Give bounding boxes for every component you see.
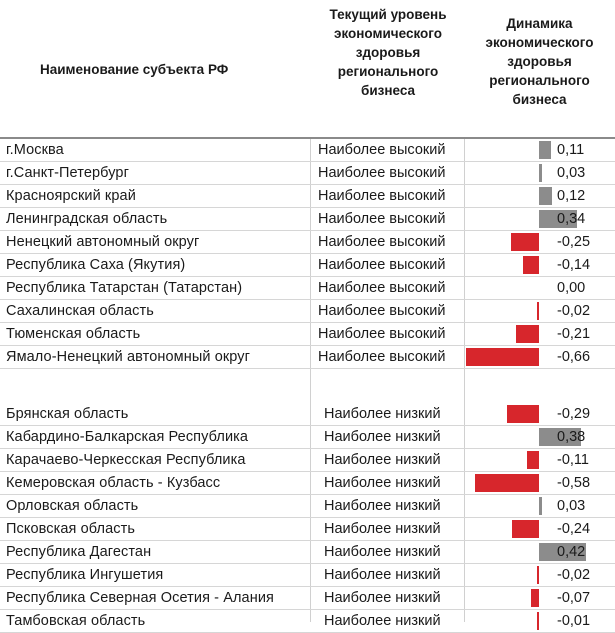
dynamics-bar [537,566,539,584]
level-value: Наиболее низкий [324,452,441,468]
level-value: Наиболее низкий [324,544,441,560]
dynamics-bar [512,520,539,538]
dynamics-bar [537,302,539,320]
level-value: Наиболее высокий [318,165,446,181]
table-row [0,185,615,208]
table-row [0,231,615,254]
table-row [0,495,615,518]
dynamics-bar [507,405,539,423]
region-name: Псковская область [6,521,136,537]
dynamics-bar [539,141,551,159]
table-row [0,449,615,472]
dynamics-value-label: 0,38 [557,429,586,445]
region-name: Карачаево-Черкесская Республика [6,452,246,468]
region-name: Тамбовская область [6,613,146,629]
header-region-name: Наименование субъекта РФ [40,62,229,77]
dynamics-bar [523,256,539,274]
dynamics-bar [516,325,539,343]
level-value: Наиболее высокий [318,257,446,273]
region-name: Республика Татарстан (Татарстан) [6,280,243,296]
region-name: Республика Саха (Якутия) [6,257,186,273]
dynamics-value-label: 0,12 [557,188,586,204]
dynamics-value-label: -0,02 [557,567,591,583]
header-dynamics: Динамика экономического здоровья регионального бизнеса [485,16,594,107]
table-row [0,139,615,162]
table-row [0,541,615,564]
region-name: Орловская область [6,498,139,514]
dynamics-value-label: -0,29 [557,406,591,422]
table-row [0,472,615,495]
dynamics-value-label: -0,66 [557,349,591,365]
dynamics-value-label: 0,11 [557,142,585,158]
dynamics-value-label: -0,58 [557,475,591,491]
dynamics-bar [539,187,552,205]
table-row [0,403,615,426]
table-row [0,518,615,541]
dynamics-bar [475,474,539,492]
dynamics-value-label: -0,02 [557,303,591,319]
region-name: г.Москва [6,142,64,158]
dynamics-bar [531,589,539,607]
level-value: Наиболее низкий [324,406,441,422]
dynamics-value-label: -0,25 [557,234,591,250]
table-row [0,300,615,323]
dynamics-bar [539,164,542,182]
dynamics-value-label: 0,03 [557,498,586,514]
dynamics-value-label: 0,03 [557,165,586,181]
header-current-level: Текущий уровень экономического здоровья регионального бизнеса [329,7,447,98]
dynamics-value-label: -0,24 [557,521,591,537]
table-row [0,564,615,587]
level-value: Наиболее высокий [318,211,446,227]
table-row [0,587,615,610]
table-row [0,208,615,231]
level-value: Наиболее высокий [318,280,446,296]
dynamics-value-label: 0,00 [557,280,586,296]
level-value: Наиболее высокий [318,303,446,319]
level-value: Наиболее высокий [318,142,446,158]
dynamics-value-label: -0,01 [557,613,591,629]
region-name: г.Санкт-Петербург [6,165,129,181]
level-value: Наиболее низкий [324,429,441,445]
table-row [0,277,615,300]
level-value: Наиболее низкий [324,613,441,629]
region-name: Кемеровская область - Кузбасс [6,475,221,491]
level-value: Наиболее низкий [324,498,441,514]
dynamics-bar [527,451,539,469]
region-name: Сахалинская область [6,303,154,319]
region-name: Красноярский край [6,188,136,204]
dynamics-value-label: 0,34 [557,211,586,227]
region-name: Тюменская область [6,326,141,342]
table-row [0,254,615,277]
dynamics-value-label: -0,11 [557,452,589,468]
level-value: Наиболее низкий [324,567,441,583]
region-name: Брянская область [6,406,129,422]
dynamics-value-label: -0,14 [557,257,591,273]
region-name: Ненецкий автономный округ [6,234,200,250]
table-row [0,346,615,369]
level-value: Наиболее низкий [324,521,441,537]
dynamics-bar [511,233,539,251]
table-row [0,162,615,185]
region-name: Республика Северная Осетия - Алания [6,590,274,606]
region-name: Ленинградская область [6,211,168,227]
level-value: Наиболее низкий [324,590,441,606]
dynamics-value-label: -0,21 [557,326,591,342]
level-value: Наиболее высокий [318,234,446,250]
level-value: Наиболее высокий [318,326,446,342]
table-row [0,323,615,346]
region-name: Республика Ингушетия [6,567,164,583]
level-value: Наиболее высокий [318,188,446,204]
dynamics-bar [466,348,539,366]
level-value: Наиболее высокий [318,349,446,365]
dynamics-bar [537,612,539,630]
table-row [0,426,615,449]
region-name: Республика Дагестан [6,544,152,560]
region-name: Ямало-Ненецкий автономный округ [6,349,251,365]
table-header [0,0,615,137]
dynamics-bar [539,497,542,515]
dynamics-value-label: 0,42 [557,544,586,560]
dynamics-value-label: -0,07 [557,590,591,606]
level-value: Наиболее низкий [324,475,441,491]
region-name: Кабардино-Балкарская Республика [6,429,249,445]
